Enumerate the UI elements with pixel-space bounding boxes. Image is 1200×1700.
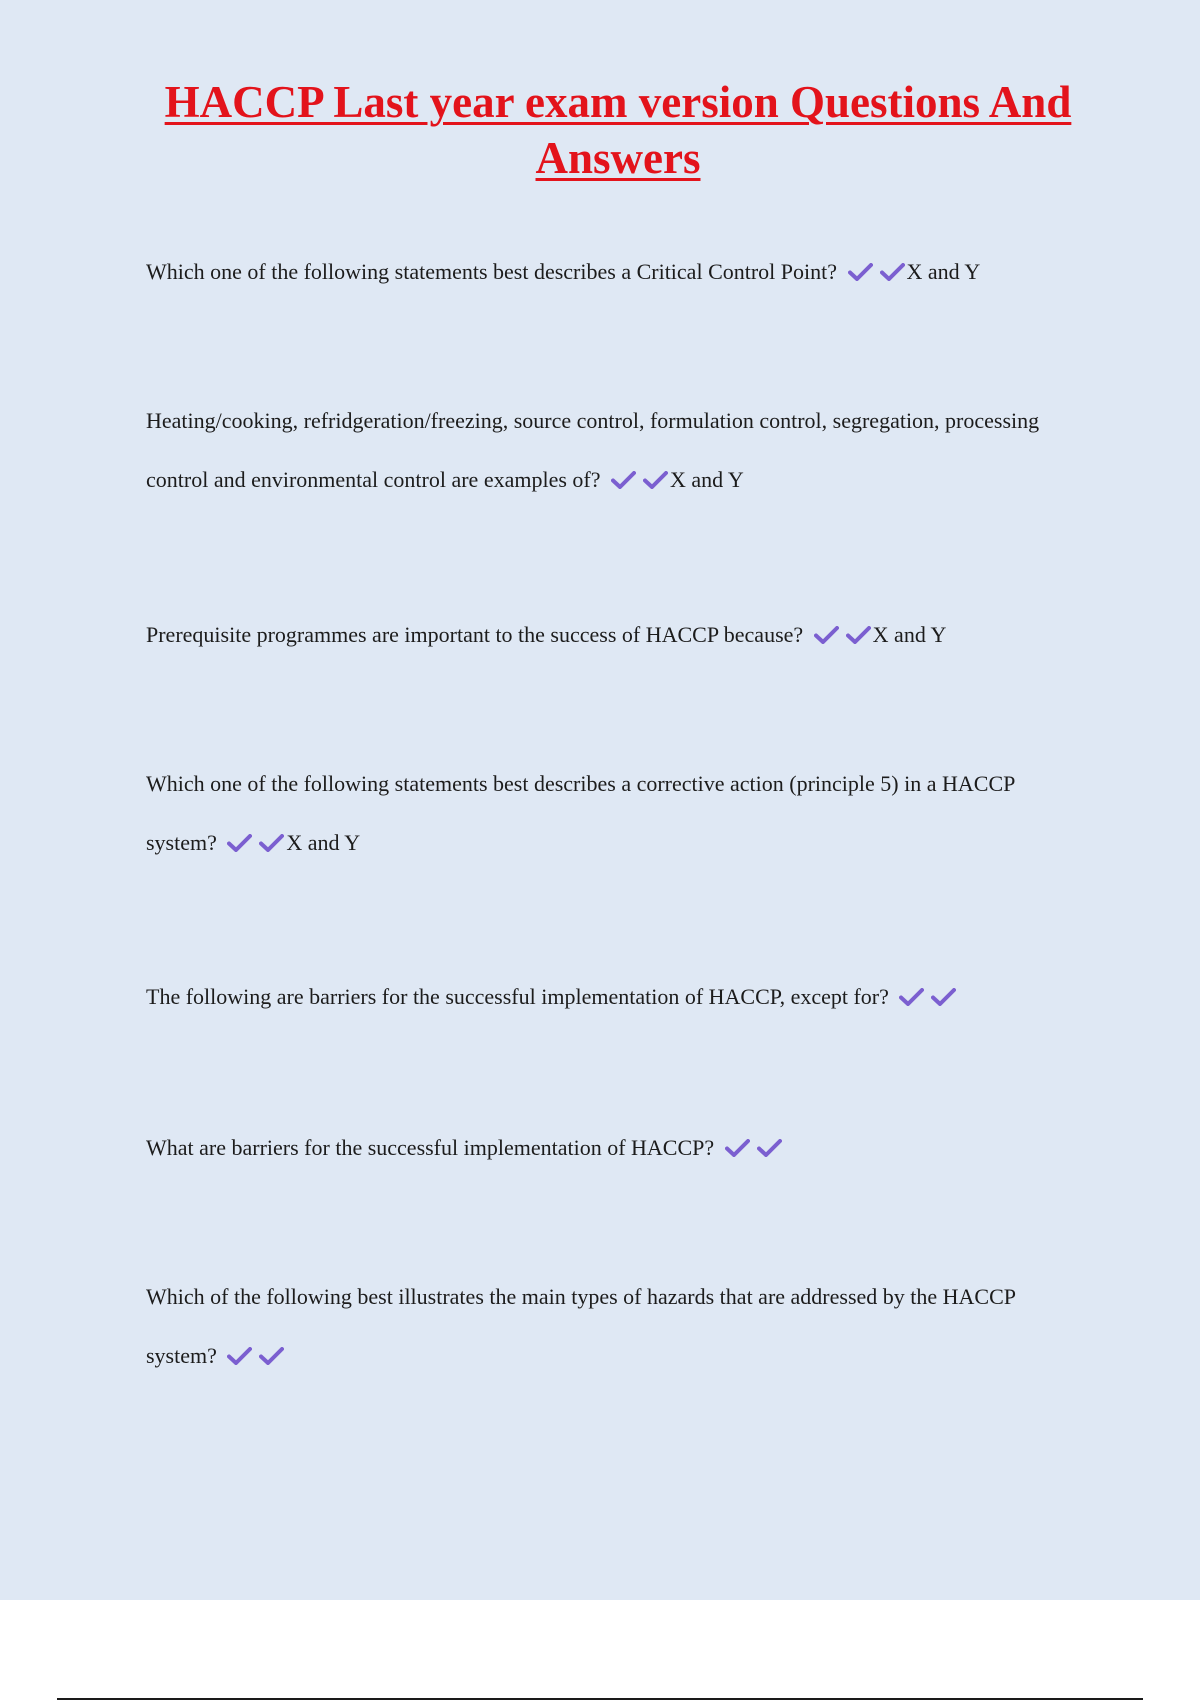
answer-text: X and Y bbox=[286, 830, 361, 855]
qa-item bbox=[146, 1267, 1066, 1385]
qa-item bbox=[146, 754, 1066, 872]
checkmark-icon bbox=[227, 1347, 252, 1365]
checkmark-icon bbox=[259, 1347, 284, 1365]
checkmark-icon bbox=[725, 1139, 750, 1157]
checkmark-icon bbox=[931, 988, 956, 1006]
question-text: Which one of the following statements best describes a corrective action (principle 5) in a HACCP system? bbox=[146, 771, 1015, 855]
qa-item bbox=[146, 242, 1066, 301]
checkmark-icon bbox=[899, 988, 924, 1006]
checkmark-icon bbox=[643, 471, 668, 489]
checkmark-icon bbox=[611, 471, 636, 489]
checkmark-icon bbox=[814, 626, 839, 644]
qa-item bbox=[146, 967, 1066, 1026]
question-text: The following are barriers for the successful implementation of HACCP, except for? bbox=[146, 984, 889, 1009]
qa-item bbox=[146, 1118, 1066, 1177]
answer-text: X and Y bbox=[670, 467, 744, 492]
question-text: Which one of the following statements best describes a Critical Control Point? bbox=[146, 259, 838, 284]
checkmark-icon bbox=[757, 1139, 782, 1157]
qa-item bbox=[146, 605, 1066, 664]
checkmark-icon bbox=[259, 834, 284, 852]
question-text: Which of the following best illustrates the main types of hazards that are addressed by the HACCP system? bbox=[146, 1284, 1016, 1368]
checkmark-icon bbox=[846, 626, 871, 644]
checkmark-icon bbox=[848, 263, 873, 281]
checkmark-icon bbox=[880, 263, 905, 281]
qa-item bbox=[146, 391, 1066, 509]
answer-text: X and Y bbox=[872, 622, 947, 647]
question-text: What are barriers for the successful implementation of HACCP? bbox=[146, 1135, 715, 1160]
document-title: HACCP Last year exam version Questions And Answers bbox=[164, 77, 1072, 183]
question-text: Heating/cooking, refridgeration/freezing, source control, formulation control, segregation, processing control and environmental control are examples of? bbox=[146, 408, 1040, 492]
answer-text: X and Y bbox=[906, 259, 981, 284]
question-text: Prerequisite programmes are important to the success of HACCP because? bbox=[146, 622, 804, 647]
checkmark-icon bbox=[227, 834, 252, 852]
